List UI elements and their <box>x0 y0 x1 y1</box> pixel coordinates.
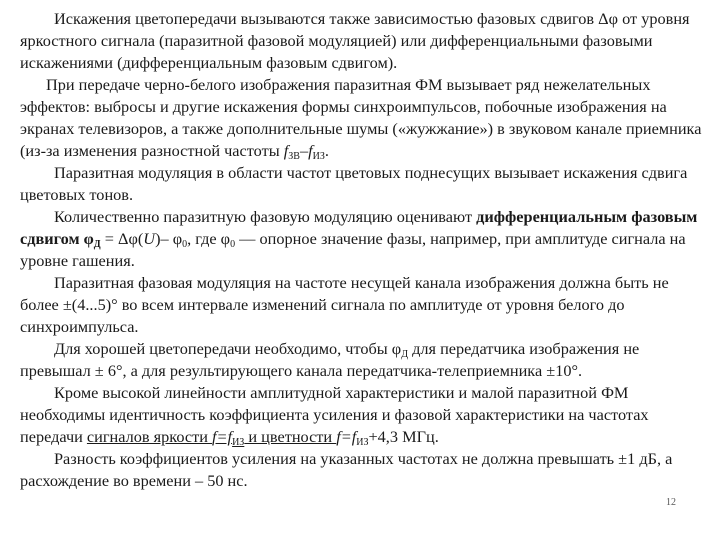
subscript: ИЗ <box>232 437 245 448</box>
paragraph-text: Для хорошей цветопередачи необходимо, чтобы φ <box>54 339 402 358</box>
subscript: ИЗ <box>312 151 325 162</box>
paragraph-bw-transmission <box>20 74 706 162</box>
formula-phi: φ <box>79 229 94 248</box>
formula-dash: – <box>299 141 309 160</box>
paragraph-end: . <box>324 141 329 160</box>
paragraph-carrier-limit <box>20 272 706 338</box>
underlined-term: сигналов яркости <box>86 427 213 446</box>
subscript: 0 <box>182 239 188 250</box>
formula-f: f=f <box>336 427 357 446</box>
paragraph-text: — опорное значение фазы, например, при амплитуде сигнала на уровне гашения. <box>20 229 686 270</box>
paragraph-text: Искажения цветопередачи вызываются также зависимостью фазовых сдвигов Δφ от уровня яркостного сигнала (паразитной фазовой модуляцией) или дифференциальными фазовыми искажениями (дифференциальным фазовым сдвигом). <box>20 9 690 72</box>
paragraph-text: +4,3 МГц. <box>368 427 439 446</box>
formula-f: f <box>283 141 289 160</box>
paragraph-gain-identity <box>20 382 706 448</box>
paragraph-text: Паразитная модуляция в области частот цветовых поднесущих вызывает искажения сдвига цветовых тонов. <box>20 163 688 204</box>
paragraph-phase-distortion <box>20 8 706 74</box>
underlined-term: и цветности <box>244 427 337 446</box>
paragraph-differential-shift <box>20 206 706 272</box>
paragraph-color-requirement <box>20 338 706 382</box>
paragraph-text: для передатчика изображения не превышал ± 6°, а для результирующего канала передатчика-телеприемника ±10°. <box>20 339 640 380</box>
subscript: Д <box>401 349 409 360</box>
formula-text: = Δφ( <box>100 229 144 248</box>
paragraph-color-subcarrier <box>20 162 706 206</box>
subscript: ИЗ <box>356 437 369 448</box>
paragraph-text: При передаче черно-белого изображения паразитная ФМ вызывает ряд нежелательных эффектов: выбросы и другие искажения формы синхроимпульсов, побочные изображения на экранах телевизоров, а также дополнительные шумы («жужжание») в звуковом канале приемника (из-за изменения разностной частоты <box>20 75 702 160</box>
paragraph-text: Разность коэффициентов усиления на указанных частотах не должна превышать ±1 дБ, а расхождение во времени – 50 нс. <box>20 449 673 490</box>
formula-f: f <box>308 141 313 160</box>
slide-body-text <box>20 8 706 492</box>
slide-number: 12 <box>666 497 676 508</box>
formula-u: U <box>143 229 156 248</box>
paragraph-text: Количественно паразитную фазовую модуляцию оценивают <box>54 207 477 226</box>
formula-text: )– φ <box>155 229 183 248</box>
paragraph-gain-difference <box>20 448 706 492</box>
subscript: 0 <box>230 239 236 250</box>
formula-f: f=f <box>212 427 233 446</box>
paragraph-text: Паразитная фазовая модуляция на частоте несущей канала изображения должна быть не более ±(4...5)° во всем интервале изменений сигнала по амплитуде от уровня белого до синхроимпульса. <box>20 273 669 336</box>
subscript: Д <box>93 239 101 250</box>
paragraph-text: Кроме высокой линейности амплитудной характеристики и малой паразитной ФМ необходимы идентичность коэффициента усиления и фазовой характеристики на частотах передачи <box>20 383 649 446</box>
subscript: ЗВ <box>288 151 300 162</box>
term-differential-phase-shift: дифференциальным фазовым сдвигом <box>20 207 698 248</box>
formula-text: , где φ <box>187 229 231 248</box>
